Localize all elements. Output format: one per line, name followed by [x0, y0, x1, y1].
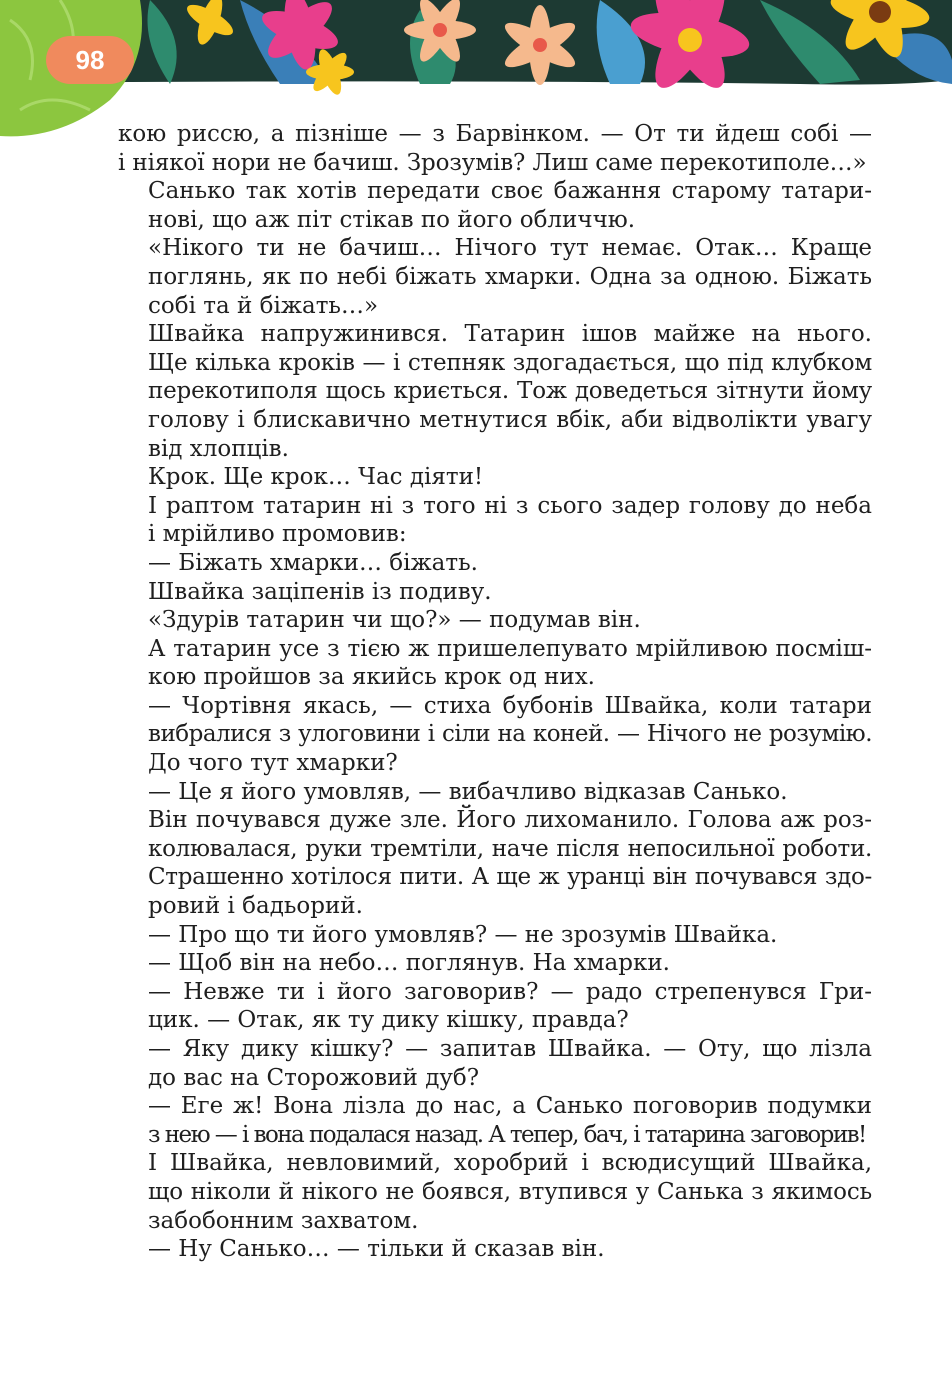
text-line: і мрійливо промовив:: [148, 521, 407, 548]
text-line: до вас на Сторожовий дуб?: [148, 1064, 480, 1091]
text-line: Ще кілька кроків — і степняк здогадається, що під клубком: [148, 349, 872, 376]
text-line: Санько так хотів передати своє бажання старому татари-: [148, 178, 872, 205]
text-line: перекотиполя щось криється. Тож доведеться зітнути йому: [148, 378, 872, 405]
text-line: собі та й біжать…»: [148, 292, 379, 319]
paragraph: [118, 578, 872, 607]
paragraph: [118, 234, 872, 320]
text-line: Швайка напружинився. Татарин ішов майже на нього.: [148, 321, 872, 348]
paragraph: [118, 492, 872, 549]
text-line: і ніякої нори не бачиш. Зрозумів? Лиш саме перекотиполе…»: [118, 149, 867, 176]
floral-banner: [0, 0, 952, 140]
paragraph: [118, 1235, 872, 1264]
paragraph: [118, 120, 872, 177]
paragraph: [118, 1092, 872, 1149]
text-line: з нею — і вона подалася назад. А тепер, бач, і татарина заговорив!: [148, 1121, 866, 1148]
text-line: «Нікого ти не бачиш… Нічого тут немає. Отак… Краще: [148, 235, 872, 262]
text-line: Швайка заціпенів із подиву.: [148, 578, 492, 605]
paragraph: [118, 463, 872, 492]
text-line: А татарин усе з тією ж пришелепувато мрійливою посміш-: [148, 635, 872, 662]
text-line: колювалася, руки тремтіли, наче після непосильної роботи.: [148, 835, 872, 862]
paragraph: [118, 806, 872, 920]
text-line: — Чортівня якась, — стиха бубонів Швайка, коли татари: [148, 692, 872, 719]
text-line: — Еге ж! Вона лізла до нас, а Санько поговорив подумки: [148, 1093, 872, 1120]
text-line: нові, що аж піт стікав по його обличчю.: [148, 206, 636, 233]
floral-illustration-icon: [0, 0, 952, 140]
paragraph: [118, 949, 872, 978]
text-line: кою пройшов за якийсь крок од них.: [148, 664, 595, 691]
text-line: — Яку дику кішку? — запитав Швайка. — Оту, що лізла: [148, 1036, 872, 1062]
text-line: — Про що ти його умовляв? — не зрозумів Швайка.: [148, 921, 778, 948]
text-line: — Невже ти і його заговорив? — радо стрепенувся Гри-: [148, 978, 872, 1005]
text-line: — Ну Санько… — тільки й сказав він.: [148, 1236, 605, 1263]
text-line: «Здурів татарин чи що?» — подумав він.: [148, 607, 641, 634]
paragraph: [118, 320, 872, 463]
paragraph: [118, 778, 872, 807]
paragraph: [118, 978, 872, 1035]
text-line: голову і блискавично метнутися вбік, аби відволікти увагу: [148, 406, 872, 433]
story-text: [118, 120, 872, 1264]
text-line: І раптом татарин ні з того ні з сього задер голову до неба: [148, 492, 872, 519]
paragraph: [118, 1035, 872, 1092]
text-line: кою риссю, а пізніше — з Барвінком. — От ти йдеш собі —: [118, 121, 872, 147]
paragraph: [118, 921, 872, 950]
text-line: І Швайка, невловимий, хоробрий і всюдисущий Швайка,: [148, 1150, 872, 1177]
text-line: вибралися з улоговини і сіли на коней. — Нічого не розумію.: [148, 721, 872, 748]
text-line: — Біжать хмарки… біжать.: [148, 549, 478, 576]
text-line: від хлопців.: [148, 435, 289, 462]
text-line: цик. — Отак, як ту дику кішку, правда?: [148, 1007, 629, 1034]
text-line: — Це я його умовляв, — вибачливо відказав Санько.: [148, 778, 788, 805]
paragraph: [118, 177, 872, 234]
paragraph: [118, 692, 872, 778]
text-line: що ніколи й нікого не боявся, втупився у Санька з якимось: [148, 1178, 872, 1205]
text-line: Страшенно хотілося пити. А ще ж уранці він почувався здо-: [148, 864, 872, 891]
text-line: До чого тут хмарки?: [148, 750, 398, 777]
page-number: 98: [46, 36, 134, 84]
text-line: — Щоб він на небо… поглянув. На хмарки.: [148, 950, 670, 977]
paragraph: [118, 606, 872, 635]
paragraph: [118, 1149, 872, 1235]
paragraph: [118, 549, 872, 578]
text-line: Крок. Ще крок… Час діяти!: [148, 464, 484, 491]
text-line: ровий і бадьорий.: [148, 893, 363, 920]
paragraph: [118, 635, 872, 692]
text-line: забобонним захватом.: [148, 1207, 419, 1234]
text-line: Він почувався дуже зле. Його лихоманило. Голова аж роз-: [148, 807, 872, 834]
text-line: поглянь, як по небі біжать хмарки. Одна за одною. Біжать: [148, 263, 872, 290]
